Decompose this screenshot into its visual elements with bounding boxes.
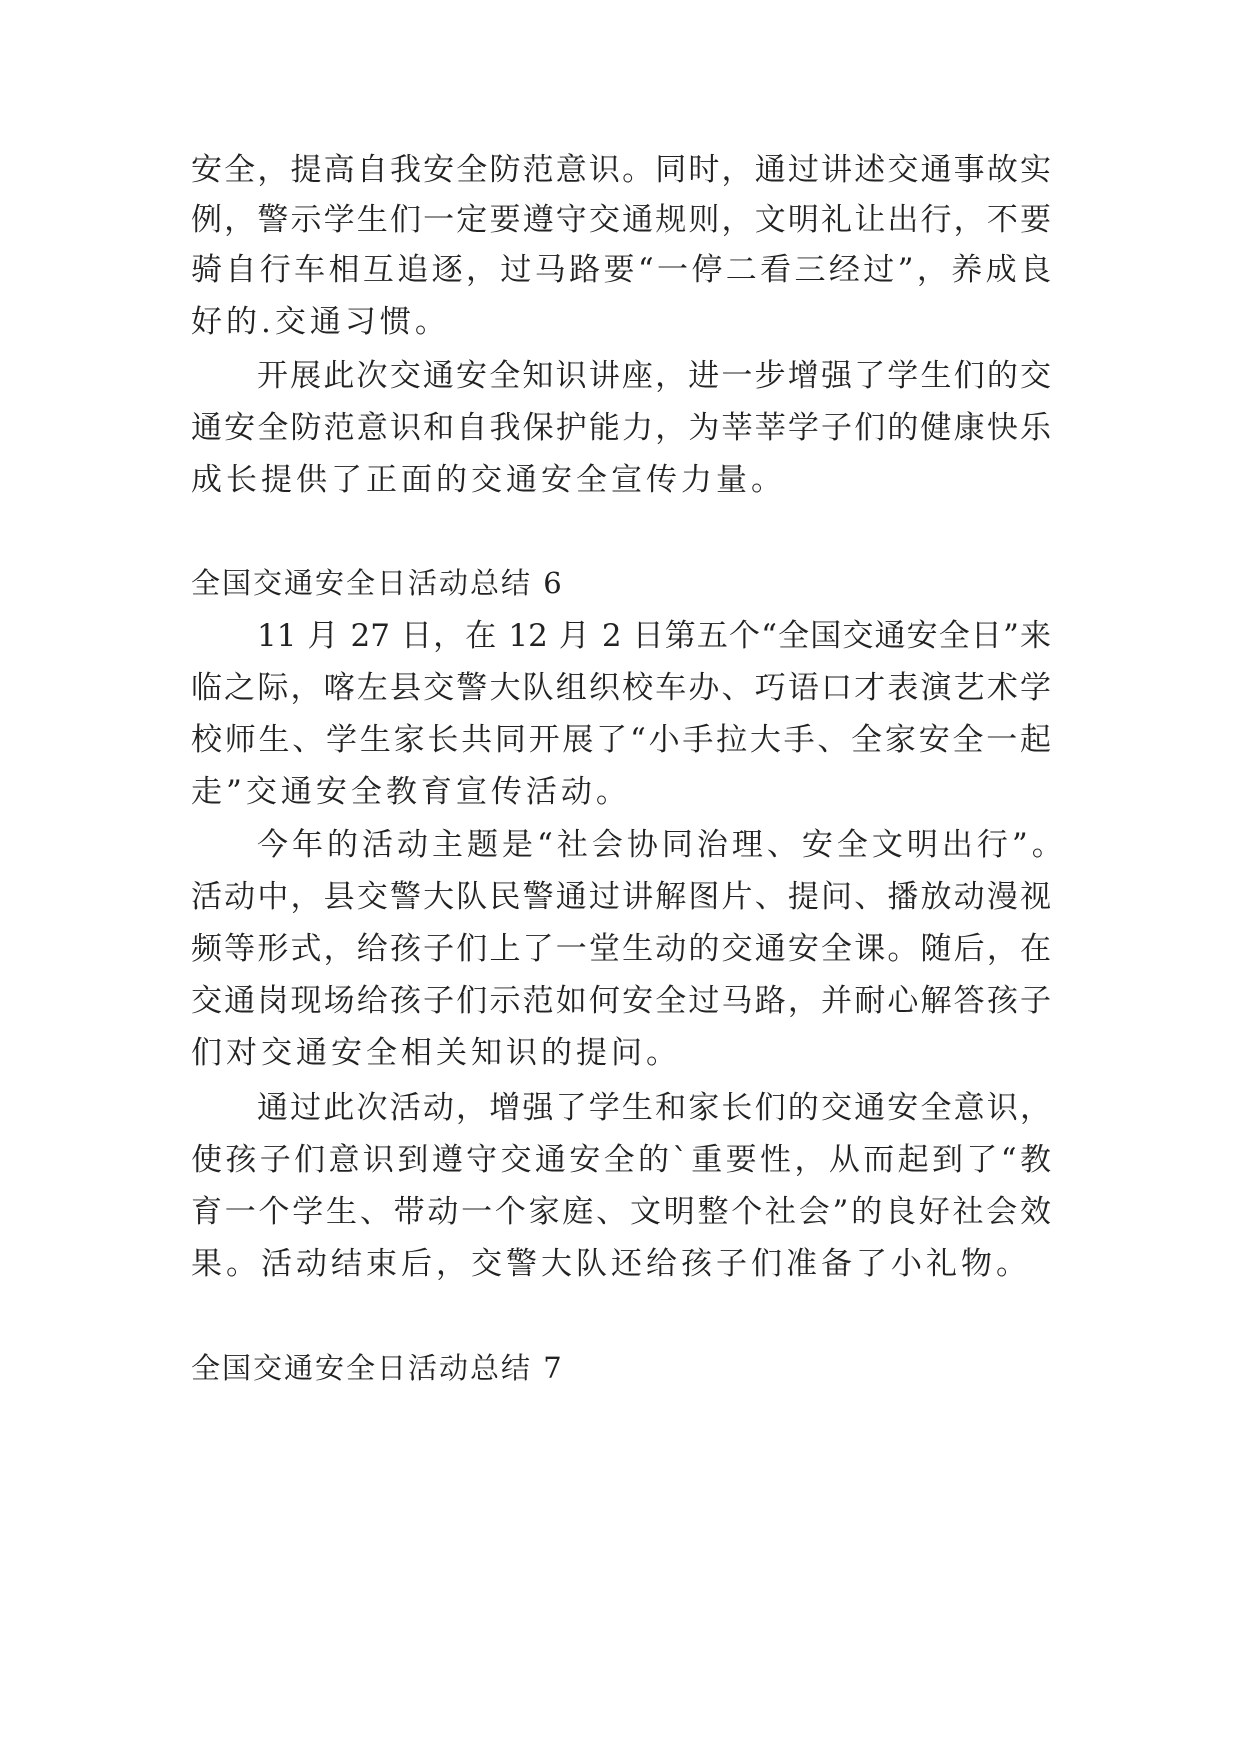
text-line: 好的.交通习惯。: [191, 304, 450, 340]
text-line: 交通岗现场给孩子们示范如何安全过马路，并耐心解答孩子: [191, 983, 1051, 1019]
text-line: 果。活动结束后，交警大队还给孩子们准备了小礼物。: [191, 1246, 1031, 1282]
text-line: 安全，提高自我安全防范意识。同时，通过讲述交通事故实: [191, 152, 1051, 188]
text-line: 活动中，县交警大队民警通过讲解图片、提问、播放动漫视: [191, 879, 1051, 915]
section-heading: 全国交通安全日活动总结 7: [191, 1351, 564, 1385]
text-line: 开展此次交通安全知识讲座，进一步增强了学生们的交: [257, 358, 1051, 394]
text-line: 今年的活动主题是“社会协同治理、安全文明出行”。: [257, 827, 1067, 863]
text-line: 使孩子们意识到遵守交通安全的`重要性，从而起到了“教: [191, 1142, 1051, 1178]
text-line: 走”交通安全教育宣传活动。: [191, 774, 631, 810]
text-line: 11 月 27 日，在 12 月 2 日第五个“全国交通安全日”来: [257, 618, 1051, 654]
text-line: 育一个学生、带动一个家庭、文明整个社会”的良好社会效: [191, 1194, 1051, 1230]
text-line: 临之际，喀左县交警大队组织校车办、巧语口才表演艺术学: [191, 670, 1051, 706]
text-line: 们对交通安全相关知识的提问。: [191, 1035, 681, 1071]
section-heading: 全国交通安全日活动总结 6: [191, 566, 564, 600]
text-line: 骑自行车相互追逐，过马路要“一停二看三经过”，养成良: [191, 252, 1051, 288]
text-line: 频等形式，给孩子们上了一堂生动的交通安全课。随后，在: [191, 931, 1051, 967]
text-line: 例，警示学生们一定要遵守交通规则，文明礼让出行，不要: [191, 202, 1051, 238]
text-line: 校师生、学生家长共同开展了“小手拉大手、全家安全一起: [191, 722, 1051, 758]
text-line: 成长提供了正面的交通安全宣传力量。: [191, 462, 786, 498]
text-line: 通过此次活动，增强了学生和家长们的交通安全意识，: [257, 1090, 1051, 1126]
text-line: 通安全防范意识和自我保护能力，为莘莘学子们的健康快乐: [191, 410, 1051, 446]
